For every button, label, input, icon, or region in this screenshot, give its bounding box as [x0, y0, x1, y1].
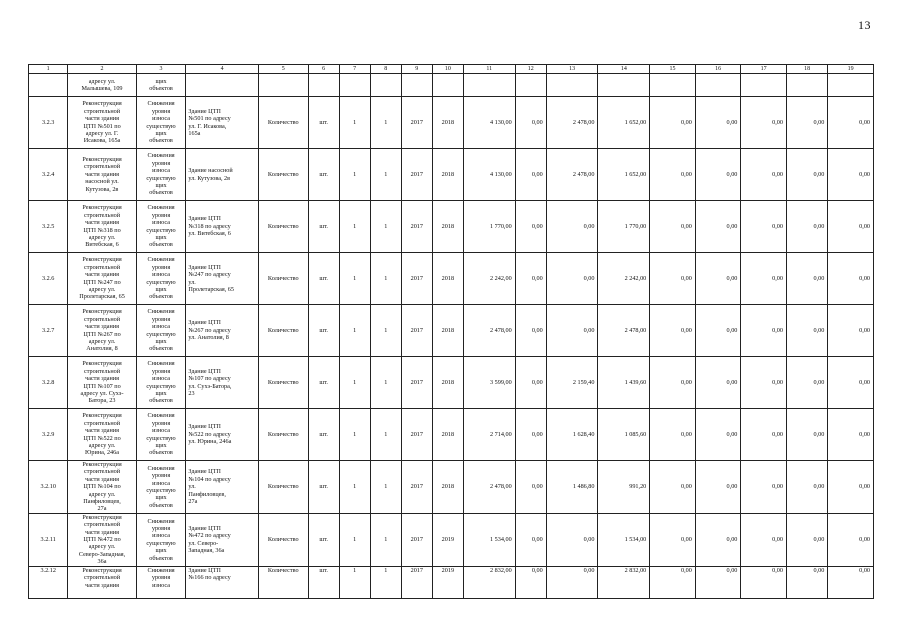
value-cell: 1 [370, 97, 401, 149]
program-table [28, 64, 874, 599]
amount-cell: 1 770,00 [598, 201, 650, 253]
amount-cell: 0,00 [515, 357, 546, 409]
value-cell: 2017 [401, 305, 432, 357]
purpose-cell: щих объектов [136, 74, 186, 97]
value-cell: 2018 [432, 305, 463, 357]
value-cell [370, 74, 401, 97]
amount-cell: 0,00 [741, 566, 787, 598]
amount-cell: 0,00 [741, 97, 787, 149]
column-number-header: 12 [515, 65, 546, 74]
column-number-header: 19 [828, 65, 874, 74]
indicator-cell: Количество [258, 513, 308, 566]
amount-cell: 3 599,00 [463, 357, 515, 409]
table-row [29, 201, 874, 253]
amount-cell: 0,00 [515, 461, 546, 514]
amount-cell: 0,00 [546, 201, 598, 253]
amount-cell: 0,00 [650, 305, 696, 357]
amount-cell: 1 652,00 [598, 149, 650, 201]
table-row [29, 461, 874, 514]
value-cell: 1 [339, 97, 370, 149]
amount-cell: 0,00 [786, 253, 827, 305]
column-number-header: 3 [136, 65, 186, 74]
measure-name-cell: Реконструкция строительной части здания ЦТП №107 по адресу ул. Сухэ- Батора, 23 [68, 357, 136, 409]
unit-cell: шт. [308, 461, 339, 514]
object-cell: Здание ЦТП №472 по адресу ул. Северо- Западная, 36а [186, 513, 258, 566]
item-number-cell: 3.2.9 [29, 409, 68, 461]
amount-cell: 0,00 [741, 253, 787, 305]
object-cell: Здание ЦТП №107 по адресу ул. Сухэ-Батора, 23 [186, 357, 258, 409]
column-number-header: 6 [308, 65, 339, 74]
item-number-cell [29, 74, 68, 97]
amount-cell: 0,00 [695, 566, 741, 598]
amount-cell: 0,00 [695, 461, 741, 514]
amount-cell: 0,00 [546, 253, 598, 305]
value-cell: 1 [339, 305, 370, 357]
amount-cell: 0,00 [515, 201, 546, 253]
value-cell: 2018 [432, 253, 463, 305]
amount-cell: 0,00 [650, 513, 696, 566]
item-number-cell: 3.2.4 [29, 149, 68, 201]
item-number-cell: 3.2.7 [29, 305, 68, 357]
amount-cell [463, 74, 515, 97]
amount-cell: 0,00 [515, 253, 546, 305]
amount-cell: 0,00 [515, 149, 546, 201]
amount-cell: 0,00 [695, 357, 741, 409]
unit-cell: шт. [308, 201, 339, 253]
value-cell: 1 [370, 566, 401, 598]
amount-cell: 0,00 [828, 513, 874, 566]
table-row [29, 74, 874, 97]
purpose-cell: Снижения уровня износа существую щих объектов [136, 357, 186, 409]
amount-cell: 0,00 [828, 201, 874, 253]
amount-cell: 4 130,00 [463, 97, 515, 149]
amount-cell: 0,00 [515, 513, 546, 566]
column-number-header: 11 [463, 65, 515, 74]
unit-cell: шт. [308, 357, 339, 409]
amount-cell: 1 085,60 [598, 409, 650, 461]
measure-name-cell: Реконструкция строительной части здания ЦТП №522 по адресу ул. Юрина, 246а [68, 409, 136, 461]
object-cell: Здание ЦТП №522 по адресу ул. Юрина, 246а [186, 409, 258, 461]
value-cell: 2017 [401, 357, 432, 409]
unit-cell: шт. [308, 305, 339, 357]
amount-cell: 0,00 [786, 461, 827, 514]
purpose-cell: Снижения уровня износа существую щих объектов [136, 149, 186, 201]
item-number-cell: 3.2.8 [29, 357, 68, 409]
amount-cell: 2 478,00 [463, 305, 515, 357]
amount-cell: 0,00 [515, 566, 546, 598]
amount-cell: 1 486,80 [546, 461, 598, 514]
item-number-cell: 3.2.6 [29, 253, 68, 305]
unit-cell: шт. [308, 253, 339, 305]
amount-cell: 0,00 [786, 409, 827, 461]
indicator-cell: Количество [258, 357, 308, 409]
measure-name-cell: Реконструкция строительной части здания ЦТП №104 по адресу ул. Панфиловцев, 27а [68, 461, 136, 514]
column-number-header: 4 [186, 65, 258, 74]
amount-cell: 0,00 [741, 513, 787, 566]
amount-cell [828, 74, 874, 97]
measure-name-cell: Реконструкция строительной части здания ЦТП №472 по адресу ул. Северо-Западная, 36а [68, 513, 136, 566]
amount-cell: 2 832,00 [598, 566, 650, 598]
column-number-header: 13 [546, 65, 598, 74]
amount-cell: 0,00 [515, 97, 546, 149]
item-number-cell: 3.2.5 [29, 201, 68, 253]
value-cell: 2017 [401, 461, 432, 514]
value-cell: 2017 [401, 566, 432, 598]
amount-cell: 0,00 [650, 201, 696, 253]
amount-cell: 0,00 [695, 149, 741, 201]
table-row [29, 97, 874, 149]
amount-cell: 0,00 [741, 409, 787, 461]
amount-cell: 0,00 [828, 409, 874, 461]
purpose-cell: Снижения уровня износа существую щих объектов [136, 97, 186, 149]
indicator-cell: Количество [258, 201, 308, 253]
amount-cell: 0,00 [786, 149, 827, 201]
table-row [29, 149, 874, 201]
item-number-cell: 3.2.11 [29, 513, 68, 566]
measure-name-cell: Реконструкция строительной части здания ЦТП №247 по адресу ул. Пролетарская, 65 [68, 253, 136, 305]
column-number-header: 8 [370, 65, 401, 74]
table-row [29, 513, 874, 566]
column-number-header: 1 [29, 65, 68, 74]
amount-cell: 0,00 [695, 201, 741, 253]
amount-cell: 2 478,00 [546, 149, 598, 201]
amount-cell [650, 74, 696, 97]
value-cell: 1 [339, 409, 370, 461]
value-cell: 1 [339, 253, 370, 305]
amount-cell: 2 714,00 [463, 409, 515, 461]
purpose-cell: Снижения уровня износа существую щих объектов [136, 513, 186, 566]
value-cell: 2019 [432, 513, 463, 566]
unit-cell [308, 74, 339, 97]
column-number-row [29, 65, 874, 74]
page-number: 13 [858, 18, 871, 32]
object-cell: Здание насосной ул. Кутузова, 2в [186, 149, 258, 201]
value-cell: 2018 [432, 409, 463, 461]
purpose-cell: Снижения уровня износа существую щих объектов [136, 201, 186, 253]
amount-cell: 0,00 [650, 566, 696, 598]
amount-cell: 0,00 [828, 566, 874, 598]
item-number-cell: 3.2.12 [29, 566, 68, 598]
unit-cell: шт. [308, 566, 339, 598]
column-number-header: 7 [339, 65, 370, 74]
unit-cell: шт. [308, 149, 339, 201]
object-cell: Здание ЦТП №166 по адресу [186, 566, 258, 598]
value-cell: 2017 [401, 253, 432, 305]
value-cell: 1 [370, 357, 401, 409]
amount-cell: 0,00 [828, 253, 874, 305]
measure-name-cell: Реконструкция строительной части здания ЦТП №267 по адресу ул. Анатолия, 8 [68, 305, 136, 357]
amount-cell: 2 478,00 [598, 305, 650, 357]
indicator-cell: Количество [258, 409, 308, 461]
item-number-cell: 3.2.3 [29, 97, 68, 149]
value-cell: 2017 [401, 513, 432, 566]
column-number-header: 10 [432, 65, 463, 74]
amount-cell: 0,00 [515, 305, 546, 357]
value-cell: 2018 [432, 461, 463, 514]
value-cell: 2017 [401, 201, 432, 253]
object-cell: Здание ЦТП №501 по адресу ул. Г. Исакова, 165а [186, 97, 258, 149]
amount-cell: 0,00 [515, 409, 546, 461]
column-number-header: 2 [68, 65, 136, 74]
item-number-cell: 3.2.10 [29, 461, 68, 514]
amount-cell: 2 159,40 [546, 357, 598, 409]
column-number-header: 18 [786, 65, 827, 74]
amount-cell: 0,00 [650, 357, 696, 409]
purpose-cell: Снижения уровня износа [136, 566, 186, 598]
purpose-cell: Снижения уровня износа существую щих объектов [136, 409, 186, 461]
amount-cell: 0,00 [828, 461, 874, 514]
table-row [29, 566, 874, 598]
indicator-cell: Количество [258, 149, 308, 201]
amount-cell: 991,20 [598, 461, 650, 514]
amount-cell: 2 242,00 [598, 253, 650, 305]
amount-cell: 0,00 [695, 253, 741, 305]
table-row [29, 253, 874, 305]
amount-cell: 1 534,00 [598, 513, 650, 566]
amount-cell: 0,00 [546, 305, 598, 357]
indicator-cell: Количество [258, 566, 308, 598]
value-cell: 1 [339, 357, 370, 409]
amount-cell: 0,00 [786, 305, 827, 357]
value-cell: 2018 [432, 357, 463, 409]
value-cell: 1 [370, 409, 401, 461]
measure-name-cell: адресу ул. Малышева, 109 [68, 74, 136, 97]
object-cell: Здание ЦТП №318 по адресу ул. Витебская, 6 [186, 201, 258, 253]
value-cell: 1 [370, 461, 401, 514]
value-cell: 1 [370, 201, 401, 253]
amount-cell: 0,00 [546, 566, 598, 598]
column-number-header: 17 [741, 65, 787, 74]
value-cell: 1 [370, 149, 401, 201]
amount-cell: 1 770,00 [463, 201, 515, 253]
column-number-header: 16 [695, 65, 741, 74]
indicator-cell: Количество [258, 253, 308, 305]
value-cell: 1 [339, 566, 370, 598]
amount-cell: 4 130,00 [463, 149, 515, 201]
value-cell: 1 [339, 149, 370, 201]
amount-cell: 1 534,00 [463, 513, 515, 566]
value-cell: 2018 [432, 97, 463, 149]
amount-cell: 0,00 [741, 201, 787, 253]
value-cell: 2017 [401, 409, 432, 461]
value-cell: 2017 [401, 149, 432, 201]
amount-cell: 0,00 [741, 305, 787, 357]
value-cell: 1 [339, 513, 370, 566]
value-cell: 1 [339, 461, 370, 514]
column-number-header: 15 [650, 65, 696, 74]
amount-cell [786, 74, 827, 97]
value-cell [339, 74, 370, 97]
value-cell: 2018 [432, 201, 463, 253]
amount-cell: 0,00 [828, 149, 874, 201]
value-cell [401, 74, 432, 97]
indicator-cell: Количество [258, 305, 308, 357]
amount-cell: 0,00 [650, 461, 696, 514]
amount-cell: 0,00 [695, 305, 741, 357]
amount-cell [695, 74, 741, 97]
measure-name-cell: Реконструкция строительной части здания насосной ул. Кутузова, 2в [68, 149, 136, 201]
indicator-cell: Количество [258, 461, 308, 514]
value-cell: 2018 [432, 149, 463, 201]
purpose-cell: Снижения уровня износа существую щих объектов [136, 461, 186, 514]
amount-cell: 0,00 [786, 97, 827, 149]
measure-name-cell: Реконструкция строительной части здания ЦТП №318 по адресу ул. Витебская, 6 [68, 201, 136, 253]
table-body [29, 74, 874, 599]
amount-cell: 0,00 [828, 305, 874, 357]
unit-cell: шт. [308, 409, 339, 461]
amount-cell [598, 74, 650, 97]
unit-cell: шт. [308, 97, 339, 149]
column-number-header: 9 [401, 65, 432, 74]
object-cell [186, 74, 258, 97]
amount-cell: 0,00 [786, 513, 827, 566]
amount-cell: 0,00 [650, 97, 696, 149]
value-cell: 1 [370, 305, 401, 357]
amount-cell: 2 478,00 [546, 97, 598, 149]
object-cell: Здание ЦТП №267 по адресу ул. Анатолия, 8 [186, 305, 258, 357]
amount-cell: 2 832,00 [463, 566, 515, 598]
table-row [29, 409, 874, 461]
indicator-cell [258, 74, 308, 97]
amount-cell: 1 439,60 [598, 357, 650, 409]
value-cell: 1 [370, 513, 401, 566]
object-cell: Здание ЦТП №104 по адресу ул. Панфиловцев, 27а [186, 461, 258, 514]
column-number-header: 5 [258, 65, 308, 74]
indicator-cell: Количество [258, 97, 308, 149]
amount-cell: 0,00 [695, 409, 741, 461]
amount-cell: 0,00 [828, 357, 874, 409]
purpose-cell: Снижения уровня износа существую щих объектов [136, 253, 186, 305]
table-row [29, 357, 874, 409]
amount-cell: 1 652,00 [598, 97, 650, 149]
amount-cell: 0,00 [650, 149, 696, 201]
column-number-header: 14 [598, 65, 650, 74]
amount-cell: 2 242,00 [463, 253, 515, 305]
amount-cell [546, 74, 598, 97]
amount-cell: 0,00 [741, 149, 787, 201]
amount-cell: 0,00 [695, 513, 741, 566]
amount-cell: 0,00 [828, 97, 874, 149]
purpose-cell: Снижения уровня износа существую щих объектов [136, 305, 186, 357]
amount-cell [741, 74, 787, 97]
value-cell: 1 [370, 253, 401, 305]
value-cell: 2017 [401, 97, 432, 149]
amount-cell: 2 478,00 [463, 461, 515, 514]
measure-name-cell: Реконструкция строительной части здания ЦТП №501 по адресу ул. Г. Исакова, 165а [68, 97, 136, 149]
amount-cell: 0,00 [546, 513, 598, 566]
amount-cell: 0,00 [650, 253, 696, 305]
value-cell: 1 [339, 201, 370, 253]
unit-cell: шт. [308, 513, 339, 566]
amount-cell: 0,00 [786, 201, 827, 253]
value-cell: 2019 [432, 566, 463, 598]
amount-cell: 0,00 [695, 97, 741, 149]
amount-cell: 1 628,40 [546, 409, 598, 461]
amount-cell: 0,00 [786, 566, 827, 598]
amount-cell: 0,00 [786, 357, 827, 409]
object-cell: Здание ЦТП №247 по адресу ул. Пролетарская, 65 [186, 253, 258, 305]
amount-cell: 0,00 [741, 461, 787, 514]
amount-cell: 0,00 [741, 357, 787, 409]
measure-name-cell: Реконструкция строительной части здания [68, 566, 136, 598]
value-cell [432, 74, 463, 97]
amount-cell: 0,00 [650, 409, 696, 461]
amount-cell [515, 74, 546, 97]
table-row [29, 305, 874, 357]
